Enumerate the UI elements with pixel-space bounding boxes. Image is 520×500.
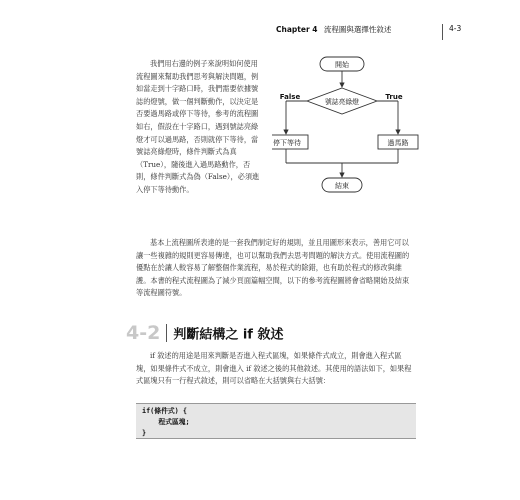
if-paragraph: if 敘述的用途是用來判斷是否進入程式區塊，如果條件式成立，則會進入程式區塊，如果條件式不成立，則會進入 if 敘述之後的其他敘述。其使用的語法如下，如果程式區塊只有一行程式敘述，則可以省略在大括號與右大括號： <box>136 351 412 386</box>
code-line-3: } <box>142 429 147 437</box>
code-block <box>136 403 416 439</box>
body-paragraph: 基本上流程圖所表達的是一套我們制定好的規則，並且用圖形來表示，善用它可以讓一些複雜的規則更容易傳達，也可以幫助我們去思考問題的解決方式。使用流程圖的優點在於讓人較容易了解整個作業流程，易於程式的除錯，也有助於程式的修改與維護。本書的程式流程圖為了減少頁面篇幅空間，以下的參考流程圖將會省略開始及結束等流程圖符號。 <box>136 238 410 298</box>
true-action-label: 過馬路 <box>387 139 409 147</box>
code-line-2: 程式區塊; <box>142 418 190 426</box>
intro-paragraph: 我們用右邊的例子來說明如何使用流程圖來幫助我們思考與解決問題，例如當走到十字路口時，我們需要依據號誌的燈號，做一個判斷動作，以決定是否要過馬路或停下等待，參考的流程圖如右，假設在十字路口，遇到號誌亮綠燈才可以過馬路，否則就停下等待，當號誌亮綠燈時，條件判斷式為真（True），隨後進入過馬路動作，否則，條件判斷式為偽（False），必須進入停下等待動作。 <box>136 59 260 194</box>
start-label: 開始 <box>335 61 349 69</box>
true-label: True <box>385 93 403 101</box>
false-label: False <box>279 93 301 101</box>
code-line-1: if(條件式) { <box>142 407 187 415</box>
flowchart <box>272 50 432 198</box>
section-heading <box>126 322 284 344</box>
end-label: 結束 <box>335 182 349 190</box>
section-divider <box>166 324 167 342</box>
page-number: 4-3 <box>442 24 479 40</box>
false-action-label: 停下等待 <box>273 139 301 147</box>
chapter-title: 流程圖與選擇性敘述 <box>323 25 392 34</box>
running-header <box>276 24 436 40</box>
section-number: 4-2 <box>126 322 161 344</box>
section-title: 判斷結構之 if 敘述 <box>173 327 284 343</box>
decision-label: 號誌亮綠燈 <box>325 98 359 106</box>
chapter-label: Chapter 4 <box>276 25 318 34</box>
